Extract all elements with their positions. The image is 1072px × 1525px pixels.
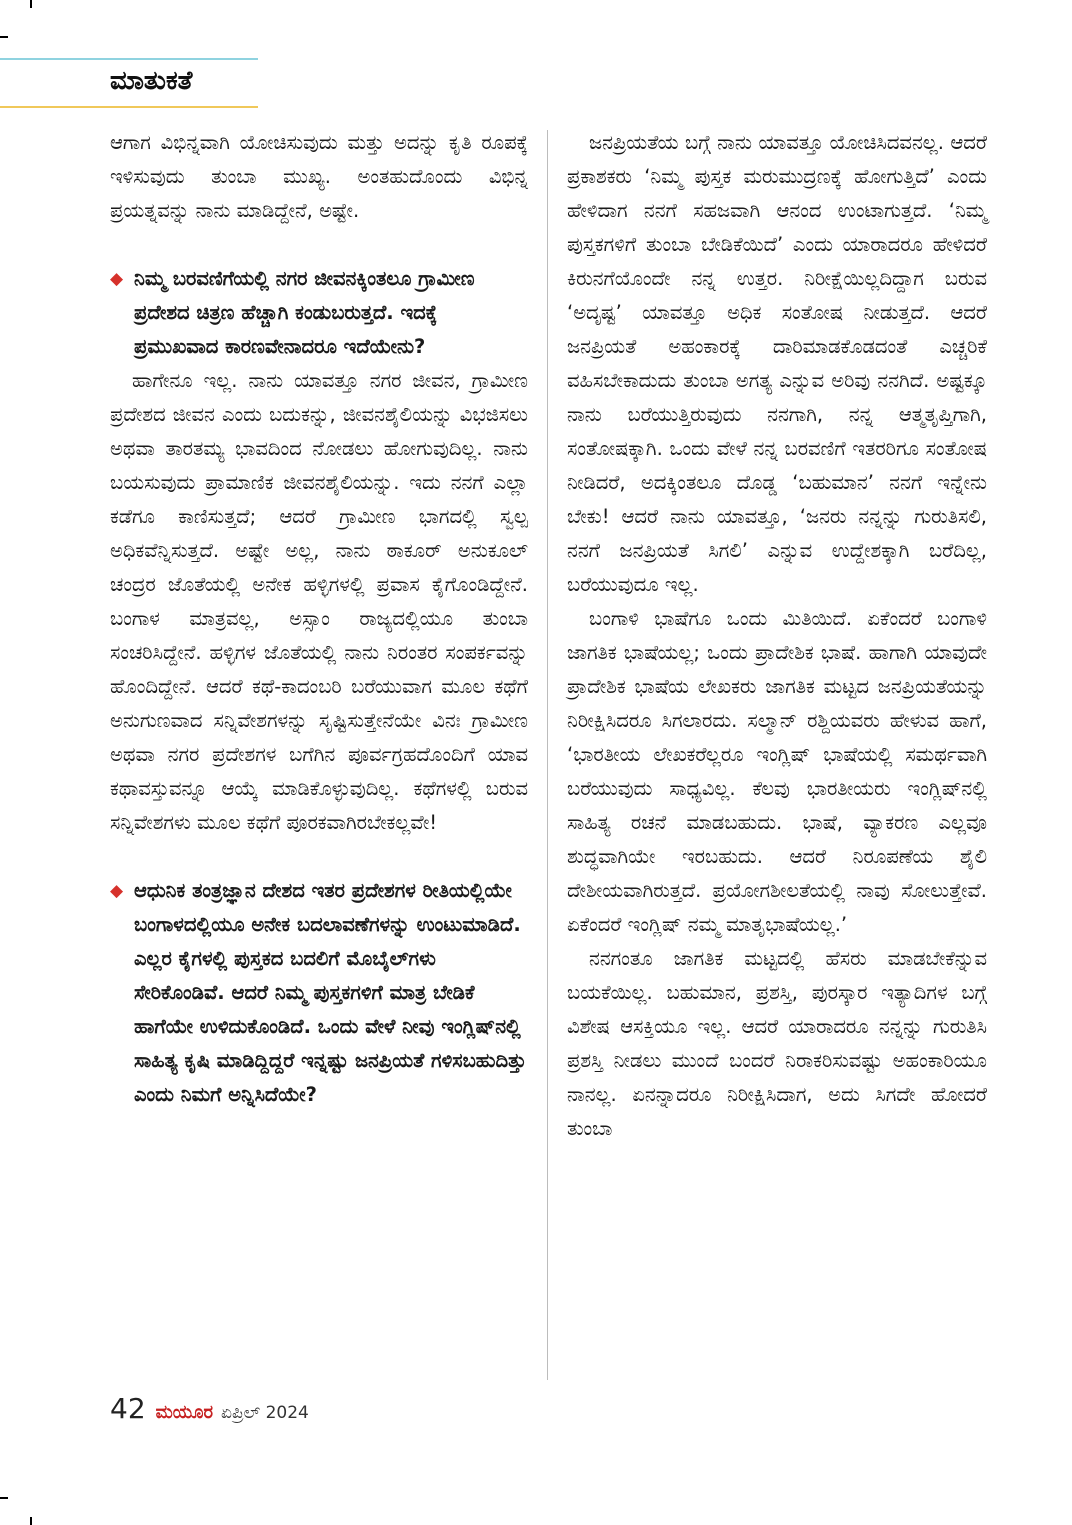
diamond-bullet-icon: ◆ [110,881,124,901]
header-rule-top [0,58,258,60]
crop-mark-bottom [30,1517,32,1525]
answer-paragraph: ನನಗಂತೂ ಜಾಗತಿಕ ಮಟ್ಟದಲ್ಲಿ ಹೆಸರು ಮಾಡಬೇಕೆನ್ನುವ ಬಯಕೆಯಿಲ್ಲ. ಬಹುಮಾನ, ಪ್ರಶಸ್ತಿ, ಪುರಸ್ಕಾರ ಇತ್ಯಾದಿಗಳ ಬಗ್ಗೆ ವಿಶೇಷ ಆಸಕ್ತಿಯೂ ಇಲ್ಲ. ಆದರೆ ಯಾರಾದರೂ ನನ್ನನ್ನು ಗುರುತಿಸಿ ಪ್ರಶಸ್ತಿ ನೀಡಲು ಮುಂದೆ ಬಂದರೆ ನಿರಾಕರಿಸುವಷ್ಟು ಅಹಂಕಾರಿಯೂ ನಾನಲ್ಲ. ಏನನ್ನಾದರೂ ನಿರೀಕ್ಷಿಸಿದಾಗ, ಅದು ಸಿಗದೇ ಹೋದರೆ ತುಂಬಾ [567,947,987,1140]
page-number: 42 [110,1392,146,1425]
answer-paragraph: ಆಗಾಗ ವಿಭಿನ್ನವಾಗಿ ಯೋಚಿಸುವುದು ಮತ್ತು ಅದನ್ನು ಕೃತಿ ರೂಪಕ್ಕೆ ಇಳಿಸುವುದು ತುಂಬಾ ಮುಖ್ಯ. ಅಂತಹುದೊಂದು ವಿಭಿನ್ನ ಪ್ರಯತ್ನವನ್ನು ನಾನು ಮಾಡಿದ್ದೇನೆ, ಅಷ್ಟೇ. [110,131,528,222]
column-divider [547,130,548,1380]
magazine-logo: ಮಯೂರ [155,1402,214,1423]
diamond-bullet-icon: ◆ [110,269,124,289]
right-column [567,126,987,1146]
interview-question [110,874,528,1112]
question-text: ಆಧುನಿಕ ತಂತ್ರಜ್ಞಾನ ದೇಶದ ಇತರ ಪ್ರದೇಶಗಳ ರೀತಿಯಲ್ಲಿಯೇ ಬಂಗಾಳದಲ್ಲಿಯೂ ಅನೇಕ ಬದಲಾವಣೆಗಳನ್ನು ಉಂಟುಮಾಡಿದೆ. ಎಲ್ಲರ ಕೈಗಳಲ್ಲಿ ಪುಸ್ತಕದ ಬದಲಿಗೆ ಮೊಬೈಲ್‌ಗಳು ಸೇರಿಕೊಂಡಿವೆ. ಆದರೆ ನಿಮ್ಮ ಪುಸ್ತಕಗಳಿಗೆ ಮಾತ್ರ ಬೇಡಿಕೆ ಹಾಗೆಯೇ ಉಳಿದುಕೊಂಡಿದೆ. ಒಂದು ವೇಳೆ ನೀವು ಇಂಗ್ಲಿಷ್‌ನಲ್ಲಿ ಸಾಹಿತ್ಯ ಕೃಷಿ ಮಾಡಿದ್ದಿದ್ದರೆ ಇನ್ನಷ್ಟು ಜನಪ್ರಿಯತೆ ಗಳಿಸಬಹುದಿತ್ತು ಎಂದು ನಿಮಗೆ ಅನ್ನಿಸಿದೆಯೇ? [134,879,527,1106]
answer-paragraph: ಬಂಗಾಳಿ ಭಾಷೆಗೂ ಒಂದು ಮಿತಿಯಿದೆ. ಏಕೆಂದರೆ ಬಂಗಾಳಿ ಜಾಗತಿಕ ಭಾಷೆಯಲ್ಲ; ಒಂದು ಪ್ರಾದೇಶಿಕ ಭಾಷೆ. ಹಾಗಾಗಿ ಯಾವುದೇ ಪ್ರಾದೇಶಿಕ ಭಾಷೆಯ ಲೇಖಕರು ಜಾಗತಿಕ ಮಟ್ಟದ ಜನಪ್ರಿಯತೆಯನ್ನು ನಿರೀಕ್ಷಿಸಿದರೂ ಸಿಗಲಾರದು. ಸಲ್ಮಾನ್ ರಶ್ದಿಯವರು ಹೇಳುವ ಹಾಗೆ, ‘ಭಾರತೀಯ ಲೇಖಕರೆಲ್ಲರೂ ಇಂಗ್ಲಿಷ್ ಭಾಷೆಯಲ್ಲಿ ಸಮರ್ಥವಾಗಿ ಬರೆಯುವುದು ಸಾಧ್ಯವಿಲ್ಲ. ಕೆಲವು ಭಾರತೀಯರು ಇಂಗ್ಲಿಷ್‌ನಲ್ಲಿ ಸಾಹಿತ್ಯ ರಚನೆ ಮಾಡಬಹುದು. ಭಾಷೆ, ವ್ಯಾಕರಣ ಎಲ್ಲವೂ ಶುದ್ಧವಾಗಿಯೇ ಇರಬಹುದು. ಆದರೆ ನಿರೂಪಣೆಯ ಶೈಲಿ ದೇಶೀಯವಾಗಿರುತ್ತದೆ. ಪ್ರಯೋಗಶೀಲತೆಯಲ್ಲಿ ನಾವು ಸೋಲುತ್ತೇವೆ. ಏಕೆಂದರೆ ಇಂಗ್ಲಿಷ್ ನಮ್ಮ ಮಾತೃಭಾಷೆಯಲ್ಲ.’ [567,607,987,936]
crop-mark-top-left [30,0,32,8]
left-column [110,126,528,1112]
section-header [0,58,258,108]
question-text: ನಿಮ್ಮ ಬರವಣಿಗೆಯಲ್ಲಿ ನಗರ ಜೀವನಕ್ಕಿಂತಲೂ ಗ್ರಾಮೀಣ ಪ್ರದೇಶದ ಚಿತ್ರಣ ಹೆಚ್ಚಾಗಿ ಕಂಡುಬರುತ್ತದೆ. ಇದಕ್ಕೆ ಪ್ರಮುಖವಾದ ಕಾರಣವೇನಾದರೂ ಇದೆಯೇನು? [134,267,475,358]
crop-mark-bottom-left [0,1497,8,1499]
interview-question [110,262,528,364]
header-rule-bottom [0,106,258,108]
crop-mark-top-left-side [0,36,8,38]
section-title: ಮಾತುಕತೆ [110,66,193,96]
page-footer [110,1392,309,1428]
issue-date: ಏಪ್ರಿಲ್ 2024 [221,1403,309,1423]
answer-paragraph: ಹಾಗೇನೂ ಇಲ್ಲ. ನಾನು ಯಾವತ್ತೂ ನಗರ ಜೀವನ, ಗ್ರಾಮೀಣ ಪ್ರದೇಶದ ಜೀವನ ಎಂದು ಬದುಕನ್ನು, ಜೀವನಶೈಲಿಯನ್ನು ವಿಭಜಿಸಲು ಅಥವಾ ತಾರತಮ್ಯ ಭಾವದಿಂದ ನೋಡಲು ಹೋಗುವುದಿಲ್ಲ. ನಾನು ಬಯಸುವುದು ಪ್ರಾಮಾಣಿಕ ಜೀವನಶೈಲಿಯನ್ನು. ಇದು ನನಗೆ ಎಲ್ಲಾ ಕಡೆಗೂ ಕಾಣಿಸುತ್ತದೆ; ಆದರೆ ಗ್ರಾಮೀಣ ಭಾಗದಲ್ಲಿ ಸ್ವಲ್ಪ ಅಧಿಕವೆನ್ನಿಸುತ್ತದೆ. ಅಷ್ಟೇ ಅಲ್ಲ, ನಾನು ಠಾಕೂರ್ ಅನುಕೂಲ್ ಚಂದ್ರರ ಜೊತೆಯಲ್ಲಿ ಅನೇಕ ಹಳ್ಳಿಗಳಲ್ಲಿ ಪ್ರವಾಸ ಕೈಗೊಂಡಿದ್ದೇನೆ. ಬಂಗಾಳ ಮಾತ್ರವಲ್ಲ, ಅಸ್ಸಾಂ ರಾಜ್ಯದಲ್ಲಿಯೂ ತುಂಬಾ ಸಂಚರಿಸಿದ್ದೇನೆ. ಹಳ್ಳಿಗಳ ಜೊತೆಯಲ್ಲಿ ನಾನು ನಿರಂತರ ಸಂಪರ್ಕವನ್ನು ಹೊಂದಿದ್ದೇನೆ. ಆದರೆ ಕಥೆ-ಕಾದಂಬರಿ ಬರೆಯುವಾಗ ಮೂಲ ಕಥೆಗೆ ಅನುಗುಣವಾದ ಸನ್ನಿವೇಶಗಳನ್ನು ಸೃಷ್ಟಿಸುತ್ತೇನೆಯೇ ವಿನಃ ಗ್ರಾಮೀಣ ಅಥವಾ ನಗರ ಪ್ರದೇಶಗಳ ಬಗೆಗಿನ ಪೂರ್ವಗ್ರಹದೊಂದಿಗೆ ಯಾವ ಕಥಾವಸ್ತುವನ್ನೂ ಆಯ್ಕೆ ಮಾಡಿಕೊಳ್ಳುವುದಿಲ್ಲ. ಕಥೆಗಳಲ್ಲಿ ಬರುವ ಸನ್ನಿವೇಶಗಳು ಮೂಲ ಕಥೆಗೆ ಪೂರಕವಾಗಿರಬೇಕಲ್ಲವೇ! [110,369,528,834]
answer-paragraph: ಜನಪ್ರಿಯತೆಯ ಬಗ್ಗೆ ನಾನು ಯಾವತ್ತೂ ಯೋಚಿಸಿದವನಲ್ಲ. ಆದರೆ ಪ್ರಕಾಶಕರು ‘ನಿಮ್ಮ ಪುಸ್ತಕ ಮರುಮುದ್ರಣಕ್ಕೆ ಹೋಗುತ್ತಿದೆ’ ಎಂದು ಹೇಳಿದಾಗ ನನಗೆ ಸಹಜವಾಗಿ ಆನಂದ ಉಂಟಾಗುತ್ತದೆ. ‘ನಿಮ್ಮ ಪುಸ್ತಕಗಳಿಗೆ ತುಂಬಾ ಬೇಡಿಕೆಯಿದೆ’ ಎಂದು ಯಾರಾದರೂ ಹೇಳಿದರೆ ಕಿರುನಗೆಯೊಂದೇ ನನ್ನ ಉತ್ತರ. ನಿರೀಕ್ಷೆಯಿಲ್ಲದಿದ್ದಾಗ ಬರುವ ‘ಅದೃಷ್ಟ’ ಯಾವತ್ತೂ ಅಧಿಕ ಸಂತೋಷ ನೀಡುತ್ತದೆ. ಆದರೆ ಜನಪ್ರಿಯತೆ ಅಹಂಕಾರಕ್ಕೆ ದಾರಿಮಾಡಕೊಡದಂತೆ ಎಚ್ಚರಿಕೆ ವಹಿಸಬೇಕಾದುದು ತುಂಬಾ ಅಗತ್ಯ ಎನ್ನುವ ಅರಿವು ನನಗಿದೆ. ಅಷ್ಟಕ್ಕೂ ನಾನು ಬರೆಯುತ್ತಿರುವುದು ನನಗಾಗಿ, ನನ್ನ ಆತ್ಮತೃಪ್ತಿಗಾಗಿ, ಸಂತೋಷಕ್ಕಾಗಿ. ಒಂದು ವೇಳೆ ನನ್ನ ಬರವಣಿಗೆ ಇತರರಿಗೂ ಸಂತೋಷ ನೀಡಿದರೆ, ಅದಕ್ಕಿಂತಲೂ ದೊಡ್ಡ ‘ಬಹುಮಾನ’ ನನಗೆ ಇನ್ನೇನು ಬೇಕು! ಆದರೆ ನಾನು ಯಾವತ್ತೂ, ‘ಜನರು ನನ್ನನ್ನು ಗುರುತಿಸಲಿ, ನನಗೆ ಜನಪ್ರಿಯತೆ ಸಿಗಲಿ’ ಎನ್ನುವ ಉದ್ದೇಶಕ್ಕಾಗಿ ಬರೆದಿಲ್ಲ, ಬರೆಯುವುದೂ ಇಲ್ಲ. [567,131,987,596]
